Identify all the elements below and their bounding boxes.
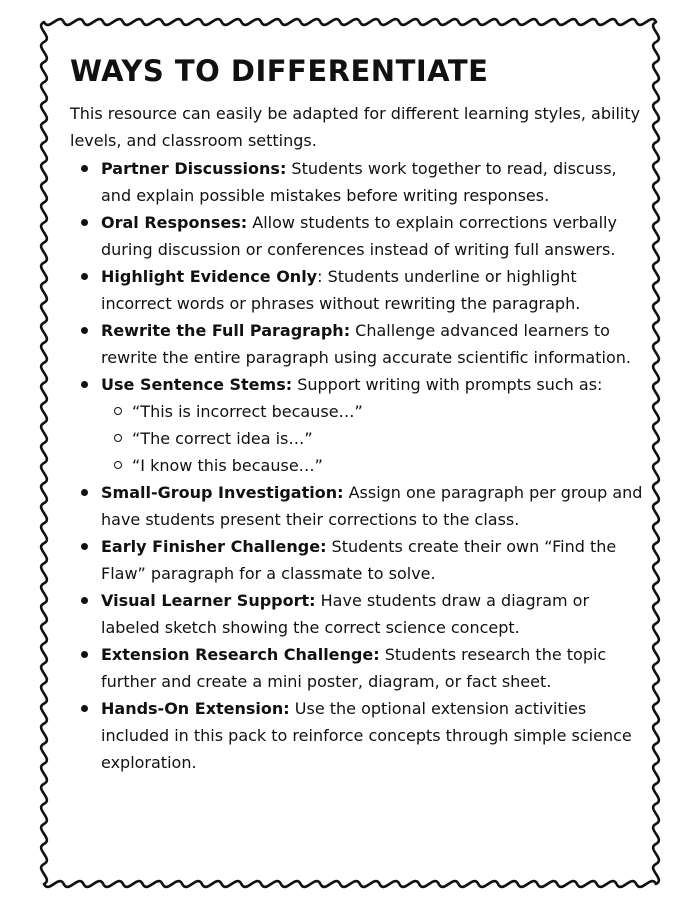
list-item [101,479,645,533]
item-label: Use Sentence Stems: [101,375,293,394]
list-item [101,695,645,776]
item-label: Partner Discussions: [101,159,287,178]
item-label: Highlight Evidence Only [101,267,318,286]
item-text: Support writing with prompts such as: [292,375,603,394]
list-item [101,263,645,317]
item-text: Students research the topic further and create a mini poster, diagram, or fact sheet. [101,645,607,691]
item-text: Allow students to explain corrections verbally during discussion or conferences instead of writing full answers. [101,213,617,259]
item-label: Early Finisher Challenge: [101,537,327,556]
page-title: WAYS TO DIFFERENTIATE [70,54,489,88]
list-item [101,533,645,587]
sub-list-item: “I know this because…” [132,452,645,479]
item-label: Hands-On Extension: [101,699,290,718]
strategy-list [70,155,645,776]
item-text: Assign one paragraph per group and have students present their corrections to the class. [101,483,643,529]
item-label: Visual Learner Support: [101,591,316,610]
list-item [101,587,645,641]
sub-list-item: “This is incorrect because…” [132,398,645,425]
item-label: Oral Responses: [101,213,248,232]
item-label: Extension Research Challenge: [101,645,380,664]
item-text: Students work together to read, discuss, and explain possible mistakes before writing responses. [101,159,617,205]
list-item [101,155,645,209]
item-text: Students create their own “Find the Flaw” paragraph for a classmate to solve. [101,537,617,583]
item-text: Use the optional extension activities included in this pack to reinforce concepts through simple science exploration. [101,699,632,772]
item-text: : Students underline or highlight incorrect words or phrases without rewriting the paragraph. [101,267,581,313]
item-text: Challenge advanced learners to rewrite the entire paragraph using accurate scientific information. [101,321,631,367]
item-label: Small-Group Investigation: [101,483,344,502]
list-item [101,641,645,695]
intro-paragraph: This resource can easily be adapted for different learning styles, ability levels, and classroom settings. [70,104,641,150]
item-label: Rewrite the Full Paragraph: [101,321,351,340]
sub-list-item: “The correct idea is…” [132,425,645,452]
list-item [101,371,645,479]
sentence-stem-list [101,398,645,479]
list-item [101,209,645,263]
page-content [70,54,645,776]
list-item [101,317,645,371]
item-text: Have students draw a diagram or labeled sketch showing the correct science concept. [101,591,590,637]
